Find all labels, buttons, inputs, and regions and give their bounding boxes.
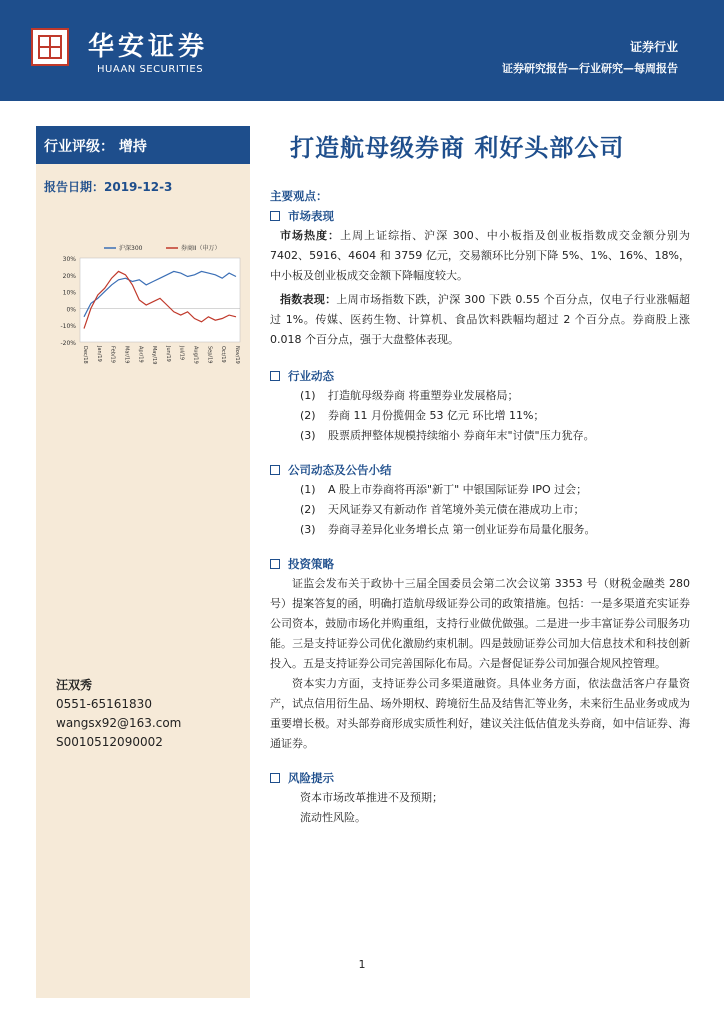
checkbox-icon (270, 773, 280, 783)
list-item: (2) 天风证券又有新动作 首笔境外美元债在港成功上市； (300, 503, 585, 516)
analyst-info (56, 676, 181, 752)
risk-item: 流动性风险。 (300, 811, 366, 824)
x-tick-label: Nov/19 (234, 346, 240, 364)
x-tick-label: Apr/19 (137, 346, 144, 363)
list-item: (2) 券商 11 月份揽佣金 53 亿元 环比增 11%； (300, 409, 545, 422)
main-points-label: 主要观点： (270, 189, 328, 203)
report-date: 报告日期：2019-12-3 (44, 180, 173, 194)
section-company: 公司动态及公告小结 (270, 460, 690, 480)
risk-item: 资本市场改革推进不及预期； (300, 791, 443, 804)
huaan-logo-icon (31, 28, 69, 66)
x-tick-label: Mar/19 (123, 346, 130, 364)
x-tick-label: Sep/19 (206, 346, 213, 364)
sidebar (36, 126, 250, 998)
industry-tag: 证券行业 (629, 40, 678, 54)
list-item: (3) 券商寻差异化业务增长点 第一创业证券布局量化服务。 (300, 523, 596, 536)
checkbox-icon (270, 465, 280, 475)
section-market: 市场表现 (270, 206, 690, 226)
line-chart (44, 236, 244, 368)
industry-rating: 行业评级： 增持 (44, 139, 147, 155)
y-tick-label: 0% (66, 306, 76, 314)
checkbox-icon (270, 559, 280, 569)
legend-label: 沪深300 (119, 245, 143, 252)
analyst-name: 汪双秀 (56, 678, 93, 692)
plot-area (80, 258, 240, 342)
section-strategy: 投资策略 (270, 554, 690, 574)
x-tick-label: Jul/19 (178, 346, 185, 361)
list-item: (1) 打造航母级券商 将重塑券业发展格局； (300, 389, 519, 402)
x-tick-label: May/19 (151, 346, 158, 365)
analyst-phone: 0551-65161830 (56, 697, 152, 711)
para-strategy-2: 资本实力方面，支持证券公司多渠道融资。具体业务方面，依法盘活客户存量资产，试点信用衍生品、场外期权、跨境衍生品及结售汇等业务，未来衍生品业务或成为重要增长极。对头部券商形成实质性利好，建议关注低估值龙头券商，如中信证券、海通证券。 (270, 677, 690, 750)
checkbox-icon (270, 211, 280, 221)
y-tick-label: 30% (62, 256, 76, 263)
x-tick-label: Jun/19 (164, 346, 171, 362)
logo-english: HUAAN SECURITIES (97, 64, 204, 75)
analyst-email[interactable]: wangsx92@163.com (56, 716, 182, 730)
list-item: (3) 股票质押整体规模持续缩小 券商年末"讨债"压力犹存。 (300, 429, 595, 442)
x-tick-label: Dec/18 (82, 346, 88, 364)
analyst-cert: S0010512090002 (56, 735, 163, 749)
report-content (270, 186, 690, 828)
page-number: 1 (358, 958, 366, 971)
industry-list (270, 386, 690, 446)
report-title: 打造航母级券商 利好头部公司 (290, 134, 625, 162)
y-tick-label: 10% (62, 289, 76, 297)
legend-label: 券商II（申万） (181, 245, 221, 252)
company-list (270, 480, 690, 540)
list-item: (1) A 股上市券商将再添"新丁" 中银国际证券 IPO 过会； (300, 483, 588, 496)
report-path: 证券研究报告—行业研究—每周报告 (502, 62, 678, 75)
y-tick-label: -10% (60, 323, 76, 331)
risk-list (270, 788, 690, 828)
section-risk: 风险提示 (270, 768, 690, 788)
x-tick-label: Feb/19 (109, 346, 116, 363)
rating-bar (36, 126, 250, 164)
report-header (0, 0, 724, 101)
x-tick-label: Aug/19 (192, 346, 199, 364)
para-index-performance: 指数表现：上周市场指数下跌，沪深 300 下跌 0.55 个百分点，仅电子行业涨幅超过 1%。传媒、医药生物、计算机、食品饮料跌幅均超过 2 个百分点。券商股上涨 0.018 个百分点，强于大盘整体表现。 (270, 293, 690, 346)
section-industry: 行业动态 (270, 366, 690, 386)
para-strategy-1: 证监会发布关于政协十三届全国委员会第二次会议第 3353 号（财税金融类 280 号）提案答复的函，明确打造航母级证券公司的政策措施。包括：一是多渠道充实证券公司资本，鼓励市场化并购重组，支持行业做优做强。二是进一步丰富证券公司服务功能。三是支持证券公司优化激励约束机制。四是鼓励证券公司加大信息技术和科技创新投入。五是支持证券公司完善国际化布局。六是督促证券公司加强合规风控管理。 (270, 577, 690, 670)
logo-chinese: 华安证券 (88, 32, 209, 62)
y-tick-label: 20% (62, 272, 76, 280)
x-tick-label: Jan/19 (95, 346, 102, 362)
x-tick-label: Oct/19 (220, 346, 227, 363)
para-market-heat: 市场热度：上周上证综指、沪深 300、中小板指及创业板指数成交金额分别为 7402、5916、4604 和 3759 亿元，交易额环比分别下降 5%、1%、16%、18%，中小板及创业板成交金额下降幅度较大。 (270, 229, 690, 282)
y-tick-label: -20% (60, 340, 76, 347)
performance-chart (44, 236, 244, 368)
checkbox-icon (270, 371, 280, 381)
